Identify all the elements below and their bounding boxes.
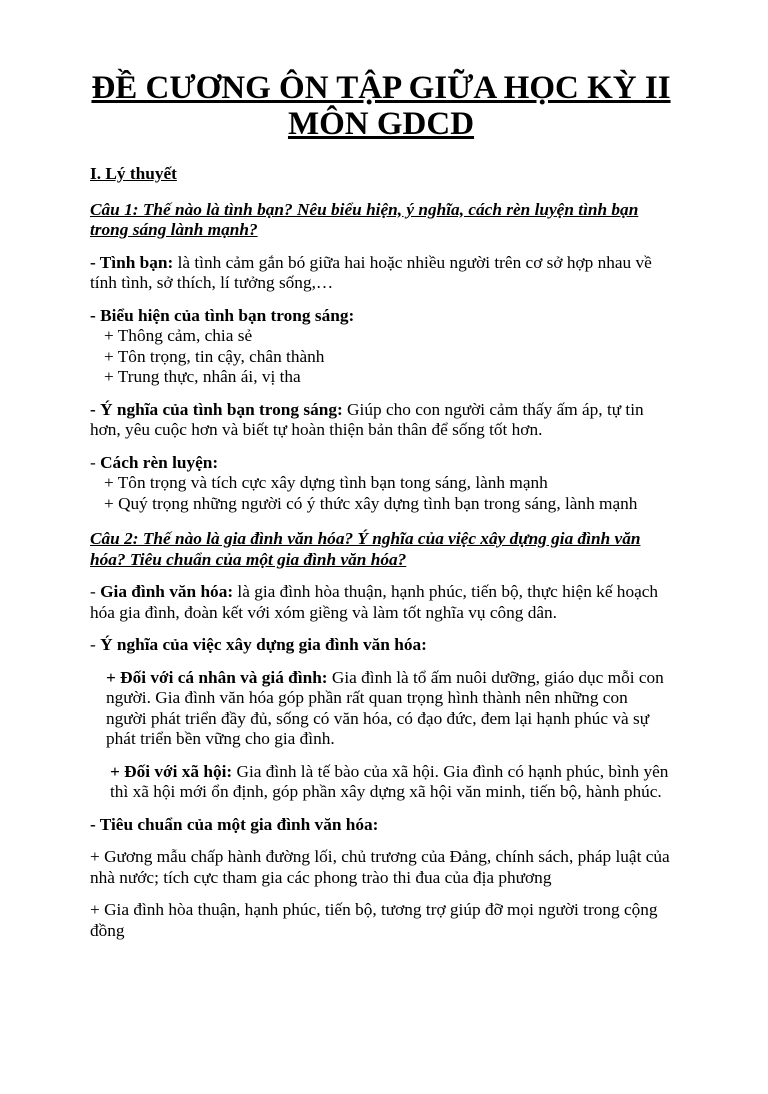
q2-definition xyxy=(90,582,672,623)
q2-criteria-item: + Gương mẫu chấp hành đường lối, chủ trương của Đảng, chính sách, pháp luật của nhà nước; tích cực tham gia các phong trào thi đua của địa phương xyxy=(90,847,670,887)
q2-criteria-label xyxy=(90,815,672,836)
q1-expression-item: + Thông cảm, chia sẻ xyxy=(104,326,253,345)
section-heading-theory: I. Lý thuyết xyxy=(90,164,177,183)
document-page xyxy=(0,70,768,1094)
q2-personal-label: + Đối với cá nhân và giá đình: xyxy=(106,667,328,687)
q1-meaning-text: Giúp cho con người cảm thấy ấm áp, tự tin hơn, yêu cuộc hơn và biết tự hoàn thiện bản thân để sống tốt hơn. xyxy=(90,399,644,439)
title-line-2: MÔN GDCD xyxy=(287,106,475,142)
q1-practice-heading: Cách rèn luyện: xyxy=(100,452,219,472)
q1-practice-item: + Tôn trọng và tích cực xây dựng tình bạn tong sáng, lành mạnh xyxy=(104,473,548,492)
q1-practice-item: + Quý trọng những người có ý thức xây dựng tình bạn trong sáng, lành mạnh xyxy=(104,493,638,513)
question-1: Câu 1: Thế nào là tình bạn? Nêu biểu hiện, ý nghĩa, cách rèn luyện tình bạn trong sáng lành mạnh? xyxy=(90,199,639,239)
q1-definition-text: là tình cảm gắn bó giữa hai hoặc nhiều người trên cơ sở hợp nhau về tính tình, sở thích, lí tưởng sống,… xyxy=(90,252,652,292)
q2-criteria-heading: - Tiêu chuẩn của một gia đình văn hóa: xyxy=(90,814,379,834)
q2-criteria-item: + Gia đình hòa thuận, hạnh phúc, tiến bộ, tương trợ giúp đỡ mọi người trong cộng đồng xyxy=(90,900,658,940)
q2-personal-text: Gia đình là tổ ấm nuôi dưỡng, giáo dục mỗi con người. Gia đình văn hóa góp phần rất quan trọng hình thành nên những con người phát triển đầy đủ, sống có văn hóa, có đạo đức, đem lại hạnh phúc và sự phát triển bền vững cho gia đình. xyxy=(106,667,664,748)
q2-meaning-heading: Ý nghĩa của việc xây dựng gia đình văn hóa: xyxy=(100,635,427,654)
q2-definition-text: là gia đình hòa thuận, hạnh phúc, tiến bộ, thực hiện kế hoạch hóa gia đình, đoàn kết với xóm giềng và làm tốt nghĩa vụ công dân. xyxy=(90,582,659,622)
q1-practice-prefix: - xyxy=(90,452,101,472)
q1-definition xyxy=(90,253,672,294)
q1-meaning-label: - Ý nghĩa của tình bạn trong sáng: xyxy=(90,399,343,419)
q2-society xyxy=(90,762,672,803)
title-line-1: ĐỀ CƯƠNG ÔN TẬP GIỮA HỌC KỲ II xyxy=(91,70,671,106)
document-title xyxy=(90,70,672,142)
q2-meaning-prefix: - xyxy=(90,635,101,654)
question-2: Câu 2: Thế nào là gia đình văn hóa? Ý nghĩa của việc xây dựng gia đình văn hóa? Tiêu chuẩn của một gia đình văn hóa? xyxy=(90,529,641,569)
q2-definition-prefix: - xyxy=(90,582,101,601)
q1-definition-label: - Tình bạn: xyxy=(90,252,174,272)
q2-personal xyxy=(90,668,672,750)
q2-society-label: + Đối với xã hội: xyxy=(110,761,233,781)
q1-expression-item: + Tôn trọng, tin cậy, chân thành xyxy=(104,346,325,366)
q1-expression-heading: - Biểu hiện của tình bạn trong sáng: xyxy=(90,305,355,325)
q1-meaning xyxy=(90,400,672,441)
q1-practice-label xyxy=(90,453,672,474)
q1-expression-item: + Trung thực, nhân ái, vị tha xyxy=(104,367,301,386)
q1-expression-label xyxy=(90,306,672,327)
q2-meaning-label xyxy=(90,635,672,656)
q2-society-text: Gia đình là tế bào của xã hội. Gia đình có hạnh phúc, bình yên thì xã hội mới ổn định, góp phần xây dựng xã hội văn minh, tiến bộ, hành phúc. xyxy=(110,761,669,801)
q2-definition-label: Gia đình văn hóa: xyxy=(100,582,234,601)
